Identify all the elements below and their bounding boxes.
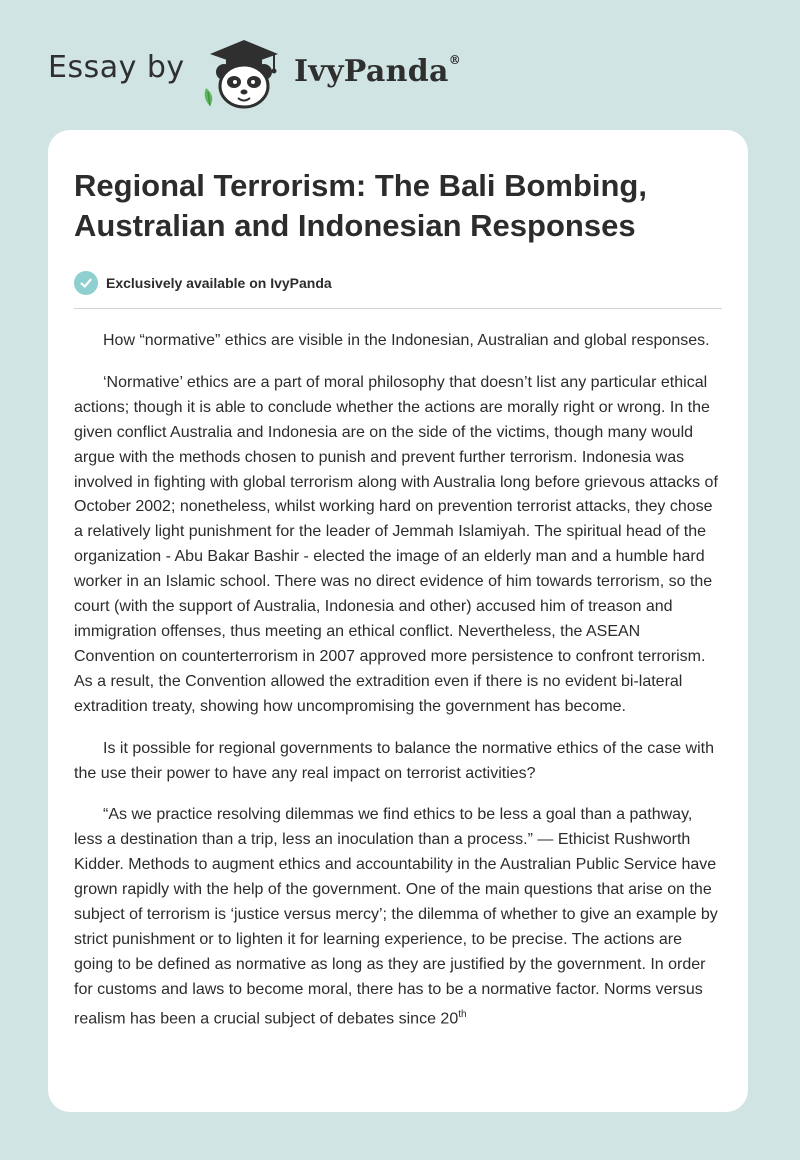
badge-text: Exclusively available on IvyPanda <box>106 275 332 291</box>
essay-body <box>74 329 722 1032</box>
paragraph: How “normative” ethics are visible in the Indonesian, Australian and global responses. <box>103 332 710 349</box>
essay-by-label: Essay by <box>48 50 185 85</box>
site-header <box>0 0 800 130</box>
exclusive-badge <box>74 270 722 296</box>
panda-graduate-logo-icon[interactable] <box>200 36 288 110</box>
registered-mark: ® <box>448 53 462 67</box>
brand-name[interactable] <box>294 54 461 89</box>
paragraph: ‘Normative’ ethics are a part of moral philosophy that doesn’t list any particular ethical actions; though it is able to conclude whether the actions are morally right or wrong. In the given conflict Australia and Indonesia are on the side of the victims, though many would argue with the methods chosen to punish and prevent further terrorism. Indonesia was involved in fighting with global terrorism along with Australia long before grievous attacks of October 2002; nonetheless, whilst working hard on prevention terrorist attacks, they chose a relatively light punishment for the leader of Jemmah Islamiyah. The spiritual head of the organization - Abu Bakar Bashir - elected the image of an elderly man and a humble hard worker in an Islamic school. There was no direct evidence of him towards terrorism, so the court (with the support of Australia, Indonesia and other) accused him of treason and immigration offenses, thus meeting an ethical conflict. Nevertheless, the ASEAN Convention on counterterrorism in 2007 approved more persistence to confront terrorism. As a result, the Convention allowed the extradition even if there is no evident bi-lateral extradition treaty, showing how uncompromising the government has become. <box>74 373 718 715</box>
essay-card <box>48 130 748 1112</box>
check-circle-icon <box>74 271 98 295</box>
brand-name-text: IvyPanda <box>294 54 449 89</box>
ordinal-suffix: th <box>458 1008 467 1020</box>
paragraph: “As we practice resolving dilemmas we find ethics to be less a goal than a pathway, less a destination than a trip, less an inoculation than a process.” — Ethicist Rushworth Kidder. Methods to augment ethics and accountability in the Australian Public Service have grown rapidly with the help of the government. One of the main questions that arise on the subject of terrorism is ‘justice versus mercy’; the dilemma of whether to give an example by strict punishment or to lighten it for learning experience, to be precise. The actions are going to be defined as normative as long as they are justified by the government. In order for customs and laws to become moral, there has to be a normative factor. Norms versus realism has been a crucial subject of debates since 20th <box>74 806 718 1027</box>
page-title: Regional Terrorism: The Bali Bombing, Australian and Indonesian Responses <box>74 168 647 243</box>
paragraph: Is it possible for regional governments to balance the normative ethics of the case with the use their power to have any real impact on terrorist activities? <box>74 739 714 782</box>
divider <box>74 308 722 309</box>
